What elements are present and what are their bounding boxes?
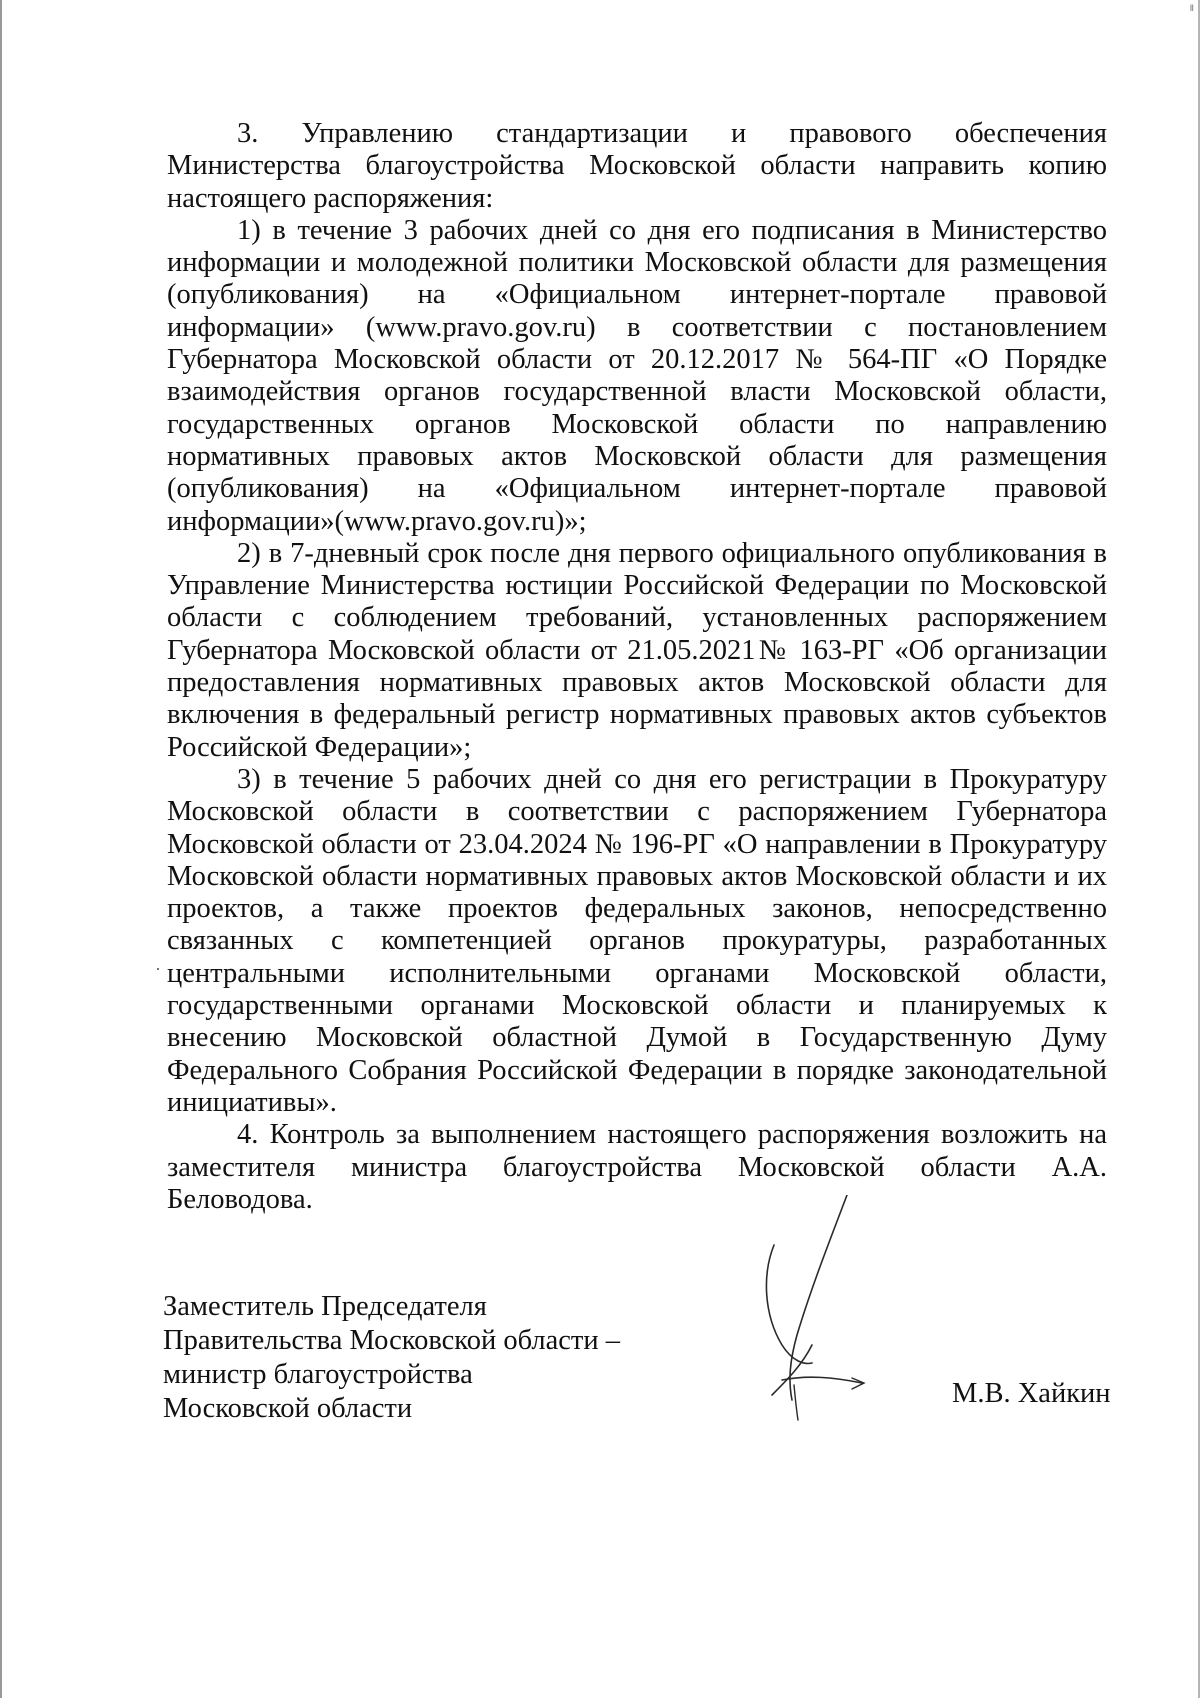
signatory-position-line: Московской области bbox=[163, 1393, 413, 1424]
signatory-position-line: Правительства Московской области – bbox=[163, 1325, 620, 1356]
signatory-name: М.В. Хайкин bbox=[952, 1378, 1111, 1409]
scan-speck bbox=[157, 968, 159, 970]
paragraph-subitem-3: 3) в течение 5 рабочих дней со дня его регистрации в Прокуратуру Московской области в соответствии с распоряжением Губернатора Московской области от 23.04.2024 № 196-РГ «О направлении в Прокуратуру Московской области нормативных правовых актов Московской области и их проектов, а также проектов федеральных законов, непосредственно связанных с компетенцией органов прокуратуры, разработанных центральными исполнительными органами Московской области, государственными органами Московской области и планируемых к внесению Московской областной Думой в Государственную Думу Федерального Собрания Российской Федерации в порядке законодательной инициативы». bbox=[167, 763, 1107, 1118]
signatory-position-line: министр благоустройства bbox=[163, 1359, 473, 1390]
paragraph-subitem-1: 1) в течение 3 рабочих дней со дня его подписания в Министерство информации и молодежной политики Московской области для размещения (опубликования) на «Официальном интернет-портале правовой информации» (www.pravo.gov.ru) в соответствии с постановлением Губернатора Московской области от 20.12.2017 № 564-ПГ «О Порядке взаимодействия органов государственной власти Московской области, государственных органов Московской области по направлению нормативных правовых актов Московской области для размещения (опубликования) на «Официальном интернет-портале правовой информации»(www.pravo.gov.ru)»; bbox=[167, 214, 1107, 537]
handwritten-signature bbox=[752, 1195, 882, 1425]
paragraph-item-4: 4. Контроль за выполнением настоящего распоряжения возложить на заместителя министра благоустройства Московской области А.А. Беловодова. bbox=[167, 1119, 1107, 1215]
paragraph-item-3: 3. Управлению стандартизации и правового обеспечения Министерства благоустройства Московской области направить копию настоящего распоряжения: bbox=[167, 118, 1107, 214]
corner-mark: Ⅱ bbox=[1189, 4, 1194, 14]
scan-left-edge bbox=[0, 0, 2, 1698]
document-body bbox=[167, 118, 1107, 1216]
signatory-position bbox=[163, 1290, 620, 1426]
signatory-position-line: Заместитель Председателя bbox=[163, 1291, 487, 1322]
paragraph-subitem-2: 2) в 7-дневный срок после дня первого официального опубликования в Управление Министерства юстиции Российской Федерации по Московской области с соблюдением требований, установленных распоряжением Губернатора Московской области от 21.05.2021№ 163-РГ «Об организации предоставления нормативных правовых актов Московской области для включения в федеральный регистр нормативных правовых актов субъектов Российской Федерации»; bbox=[167, 537, 1107, 763]
